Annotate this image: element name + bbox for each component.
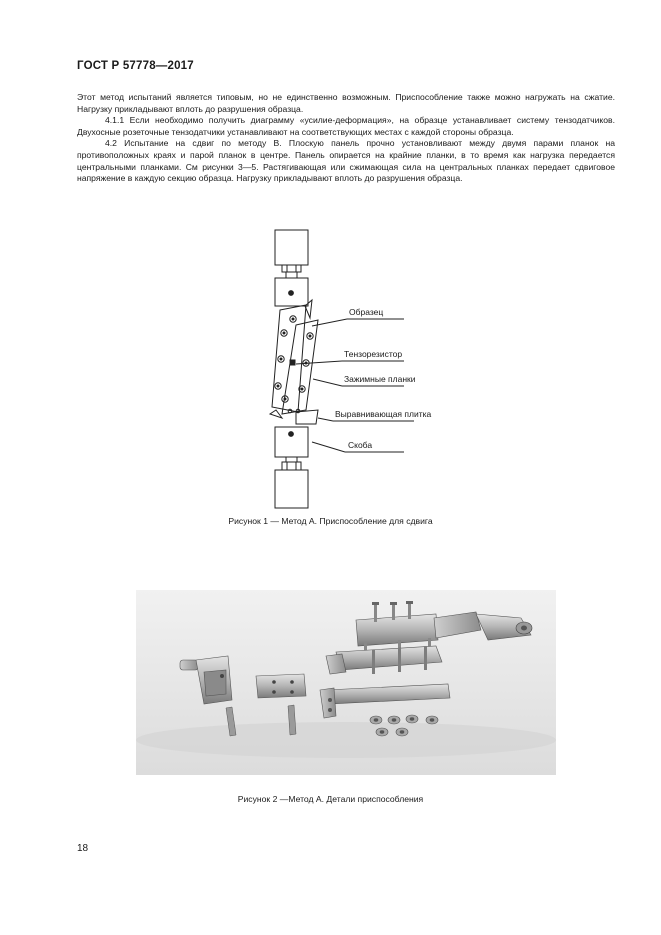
label-clamping-bars: Зажимные планки — [344, 374, 416, 384]
label-specimen: Образец — [349, 307, 384, 317]
paragraph: 4.2 Испытание на сдвиг по методу B. Плоскую панель прочно установливают между двумя парами планок на противоположных краях и парой планок в центре. Панель опирается на крайние планки, в то время как нагрузка передается центральными планками. См рисунки 3—5. Растягивающая или сжимающая сила на центральных планках передает сдвиговое напряжение в каждую секцию образца. Нагрузку прикладывают вплоть до разрушения образца. — [77, 138, 615, 184]
strain-gauge — [290, 360, 295, 365]
page-number: 18 — [77, 843, 89, 854]
label-clevis: Скоба — [348, 440, 373, 450]
paragraph: Этот метод испытаний является типовым, но не единственно возможным. Приспособление также можно нагружать на сжатие. Нагрузку прикладывают вплоть до разрушения образца. — [77, 92, 615, 114]
leveling-plate-part — [256, 674, 306, 698]
top-grip — [275, 230, 308, 265]
bottom-grip — [275, 470, 308, 508]
paragraph: 4.1.1 Если необходимо получить диаграмму «усилие-деформация», на образце устанавливает систему тензодатчиков. Двухосные розеточные тензодатчики устанавливают на соответствующих местах с каждой стороны образца. — [77, 115, 615, 137]
figure-2-photo — [136, 590, 556, 775]
clamp-plate-left — [272, 305, 306, 412]
figure-1-caption: Рисунок 1 — Метод А. Приспособление для сдвига — [228, 516, 433, 526]
label-strain-gauge: Тензорезистор — [344, 349, 403, 359]
label-leveling-plate: Выравнивающая плитка — [335, 409, 432, 419]
document-header: ГОСТ Р 57778—2017 — [77, 60, 194, 72]
figure-2-caption: Рисунок 2 —Метод А. Детали приспособления — [237, 794, 424, 804]
